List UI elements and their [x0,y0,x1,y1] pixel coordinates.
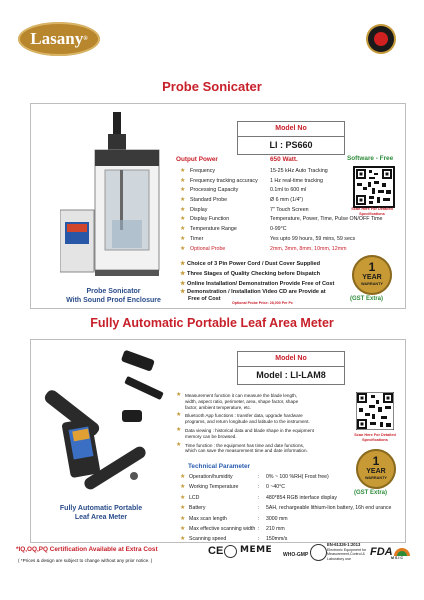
model-label: Model No [238,352,344,367]
output-power-label: Output Power [176,156,218,163]
model-label: Model No [238,122,344,137]
quality-seal-icon [368,26,394,52]
logo-text: Lasany [30,29,84,48]
spec-row: ★ Temperature Range 0-99°C [180,226,287,233]
fda-logo: FDA [370,546,393,558]
meme-logo: MEME [240,545,273,555]
leaf-area-meter-image [36,346,176,506]
optional-probe-price: Optional Probe Price: 28,000 Per Pc [232,301,293,305]
section2-title: Fully Automatic Portable Leaf Area Meter [90,316,334,330]
qr-code-icon[interactable] [356,392,394,430]
feature-item: ★ Choice of 3 Pin Power Cord / Dust Cover Supplied [180,261,321,267]
section1-caption: Probe Sonicator With Sound Proof Enclosure [66,288,161,304]
param-row: ★ Max effective scanning width : 210 mm [180,525,285,532]
en-standard-block: EN-61326-1:2013 Electronic Equipment for Measurement,Control & Laboratory use [327,542,367,561]
section2-feature-list [176,393,346,454]
param-row: ★ Max scan length : 3000 mm [180,515,288,522]
spec-row: ★ Display 7" Touch Screen [180,206,309,213]
spec-row: ★ Optional Probe 2mm, 3mm, 8mm, 10mm, 12mm [180,245,347,252]
tech-param-title: Technical Parameter [188,463,251,470]
feature-item: ★ Data viewing : historical data and blade shape in the equipment memory can be browsed. [176,426,314,439]
param-row: ★ Operation/humidity : 0% ~ 100 %RH( Frost free) [180,474,329,480]
model-value: Model : LI-LAM8 [256,370,326,380]
price-disclaimer: ( *Prices & design are subject to change without any prior notice. ) [18,558,153,563]
warranty-badge-icon: 1 YEAR WARRANTY [352,255,392,295]
section2-model-box [237,351,345,385]
feature-item: ★ Time function : the equipment has time and date functions, which can save the measurement time and date information. [176,441,308,454]
en-seal-icon [310,544,327,561]
output-power-value: 650 Watt. [270,156,298,163]
section1-model-box [237,121,345,155]
feature-item: Free of Cost [188,296,221,302]
gst-label: (GST Extra) [354,490,388,496]
param-row: ★ Battery : 5AH, rechargeable lithium-lion battery, 16h end urance [180,505,392,512]
scan-label: Scan Here For Detailed Specifications [354,433,396,442]
feature-item: ★ Bluetooth App functions : transfer data, upgrade hardware programs, and return longitude and latitude to the instrument. [176,412,310,425]
msic-logo-icon [392,543,412,555]
feature-item: ★ Online Installation/ Demonstration Provide Free of Cost [180,281,335,287]
probe-sonicator-image [60,110,170,290]
feature-item: ★ Measurement function it can measure the blade length, width, aspect ratio, perimeter, area, shape factor, shape factor, ambient temperature, etc. [176,392,299,410]
spec-row: ★ Frequency 15-25 kHz Auto Tracking [180,168,328,174]
ce-mark-icon: CE [208,545,224,557]
param-row: ★ LCD : 480*854 RGB interface display [180,494,337,501]
section1-feature-list [180,259,365,303]
spec-row: ★ Timer Yes upto 99 hours, 59 mins, 59 secs [180,235,356,242]
msic-label: M S I C [391,556,403,560]
scan-label: Scan Here For Detailed Specifications [351,207,393,216]
who-gmp-logo: WHO-GMP [283,552,309,558]
warranty-badge-icon: 1 YEAR WARRANTY [356,449,396,489]
feature-item: ★ Demonstration / Installation Video CD are Provide at [180,289,326,295]
feature-item: ★ Three Stages of Quality Checking before Dispatch [180,271,321,277]
iso-seal-icon [224,545,237,558]
software-free-label: Software - Free [347,155,394,162]
spec-row: ★ Frequency tracking accuracy 1 Hz real-time tracking [180,177,323,184]
spec-row: ★ Standard Probe Ø 6 mm (1/4") [180,197,304,204]
param-row: ★ Working Temperature : 0 ~40°C [180,484,285,491]
qr-code-icon[interactable] [353,166,395,208]
section1-title: Probe Sonicater [162,79,262,94]
section2-caption: Fully Automatic Portable Leaf Area Meter [59,505,143,521]
param-row: ★ Scanning speed : 150mm/s [180,536,288,543]
spec-row: ★ Display Function Temperature, Power, Time, Pulse ON/OFF Time [180,216,383,223]
model-value: LI : PS660 [269,140,313,150]
certification-note: *IQ,OQ,PQ Certification Available at Extra Cost [16,546,158,553]
lasany-logo: Lasany ® [18,22,100,56]
gst-label: (GST Extra) [350,296,384,302]
spec-row: ★ Processing Capacity 0.1ml to 600 ml [180,187,307,194]
